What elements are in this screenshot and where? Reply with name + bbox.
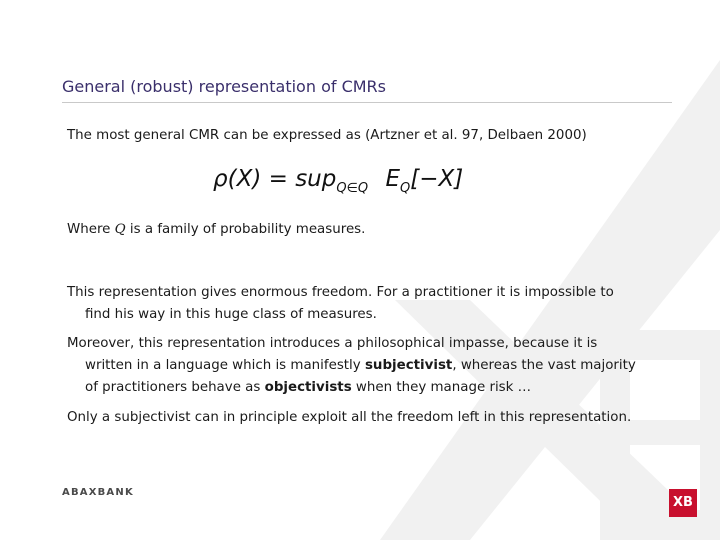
paragraph-impasse-line-2	[67, 355, 636, 377]
where-text	[67, 219, 365, 241]
objectivists-term: objectivists	[264, 380, 352, 395]
paragraph-freedom-line-1: This representation gives enormous freedom. For a practitioner it is impossible to	[67, 285, 614, 300]
cmr-formula	[213, 166, 463, 196]
where-suffix: is a family of probability measures.	[125, 222, 366, 237]
subjectivist-term: subjectivist	[364, 358, 453, 373]
formula-sup-subscript: Q∈Q	[336, 181, 369, 196]
where-prefix: Where	[67, 222, 115, 237]
intro-text: The most general CMR can be expressed as (Artzner et al. 97, Delbaen 2000)	[67, 128, 587, 143]
line-3-text-b: when they manage risk …	[351, 380, 532, 395]
formula-expectation: E	[385, 166, 401, 192]
slide-title: General (robust) representation of CMRs	[62, 77, 386, 96]
line-2-text-b: , whereas the vast majority	[452, 358, 636, 373]
abaxbank-logo: ABAXBANK	[62, 487, 134, 498]
xb-corner-logo: XB	[669, 489, 697, 517]
paragraph-subjectivist: Only a subjectivist can in principle exploit all the freedom left in this representation.	[67, 410, 632, 425]
paragraph-freedom	[67, 282, 614, 326]
formula-expectation-subscript: Q	[400, 181, 411, 196]
paragraph-impasse	[67, 333, 636, 399]
title-divider	[62, 102, 672, 103]
formula-argument: [−X]	[410, 166, 464, 192]
line-2-text-a: written in a language which is manifestly	[85, 358, 365, 373]
formula-lhs: ρ(X) = sup	[213, 166, 337, 192]
paragraph-impasse-line-3	[67, 377, 636, 399]
paragraph-freedom-line-2: find his way in this huge class of measures.	[85, 307, 377, 322]
where-symbol: Q	[114, 222, 126, 237]
paragraph-impasse-line-1: Moreover, this representation introduces a philosophical impasse, because it is	[67, 336, 598, 351]
line-3-text-a: of practitioners behave as	[85, 380, 265, 395]
